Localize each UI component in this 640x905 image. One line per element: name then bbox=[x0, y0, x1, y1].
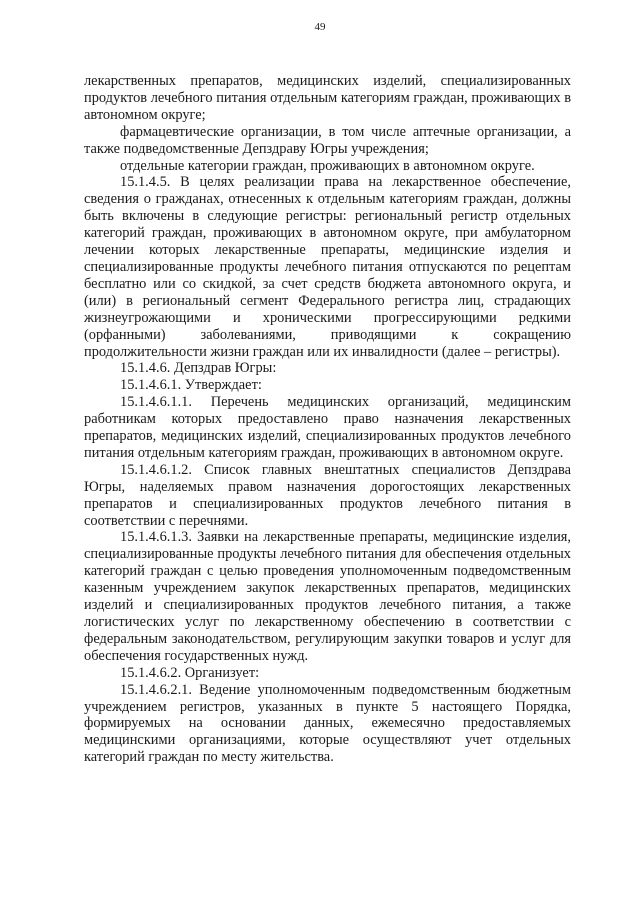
paragraph-continuation: лекарственных препаратов, медицинских изделий, специализированных продуктов лечебного питания отдельным категориям граждан, проживающих в автономном округе; bbox=[84, 73, 571, 123]
paragraph-15-1-4-6-1-2: 15.1.4.6.1.2. Список главных внештатных специалистов Депздрава Югры, наделяемых правом назначения дорогостоящих лекарственных препаратов и специализированных продуктов лечебного питания в соответствии с перечнями. bbox=[84, 461, 571, 529]
paragraph-pharmacy-organizations: фармацевтические организации, в том числе аптечные организации, а также подведомственные Депздраву Югры учреждения; bbox=[84, 123, 571, 157]
paragraph-15-1-4-6: 15.1.4.6. Депздрав Югры: bbox=[120, 360, 277, 377]
page-number: 49 bbox=[314, 21, 326, 33]
paragraph-15-1-4-6-1-1: 15.1.4.6.1.1. Перечень медицинских организаций, медицинским работникам которых предоставлено право назначения лекарственных препаратов, медицинских изделий, специализированных продуктов лечебного питания отдельным категориям граждан, проживающих в автономном округе. bbox=[84, 394, 571, 461]
paragraph-15-1-4-6-1: 15.1.4.6.1. Утверждает: bbox=[120, 377, 262, 394]
paragraph-citizen-categories: отдельные категории граждан, проживающих в автономном округе. bbox=[120, 157, 535, 174]
paragraph-15-1-4-6-2: 15.1.4.6.2. Организует: bbox=[120, 664, 260, 681]
paragraph-15-1-4-6-2-1: 15.1.4.6.2.1. Ведение уполномоченным подведомственным бюджетным учреждением регистров, указанных в пункте 5 настоящего Порядка, формируемых на основании данных, ежемесячно предоставляемых медицинскими организациями, которые осуществляют учет отдельных категорий граждан по месту жительства. bbox=[84, 681, 571, 766]
paragraph-15-1-4-6-1-3: 15.1.4.6.1.3. Заявки на лекарственные препараты, медицинские изделия, специализированные продукты лечебного питания для обеспечения отдельных категорий граждан с целью проведения уполномоченным подведомственным казенным учреждением закупок лекарственных препаратов, медицинских изделий и специализированных продуктов лечебного питания, а также логистических услуг по лекарственному обеспечению в соответствии с федеральным законодательством, регулирующим закупки товаров и услуг для обеспечения государственных нужд. bbox=[84, 529, 571, 664]
paragraph-15-1-4-5: 15.1.4.5. В целях реализации права на лекарственное обеспечение, сведения о гражданах, отнесенных к отдельным категориям граждан, должны быть включены в следующие регистры: региональный регистр отдельных категорий граждан, проживающих в автономном округе, при амбулаторном лечении которых лекарственные препараты, медицинские изделия и специализированные продукты лечебного питания отпускаются по рецептам бесплатно или со скидкой, за счет средств бюджета автономного округа, и (или) в региональный сегмент Федерального регистра лиц, страдающих жизнеугрожающими и хроническими прогрессирующими редкими (орфанными) заболеваниями, приводящими к сокращению продолжительности жизни граждан или их инвалидности (далее – регистры). bbox=[84, 174, 571, 360]
document-body bbox=[84, 73, 571, 766]
